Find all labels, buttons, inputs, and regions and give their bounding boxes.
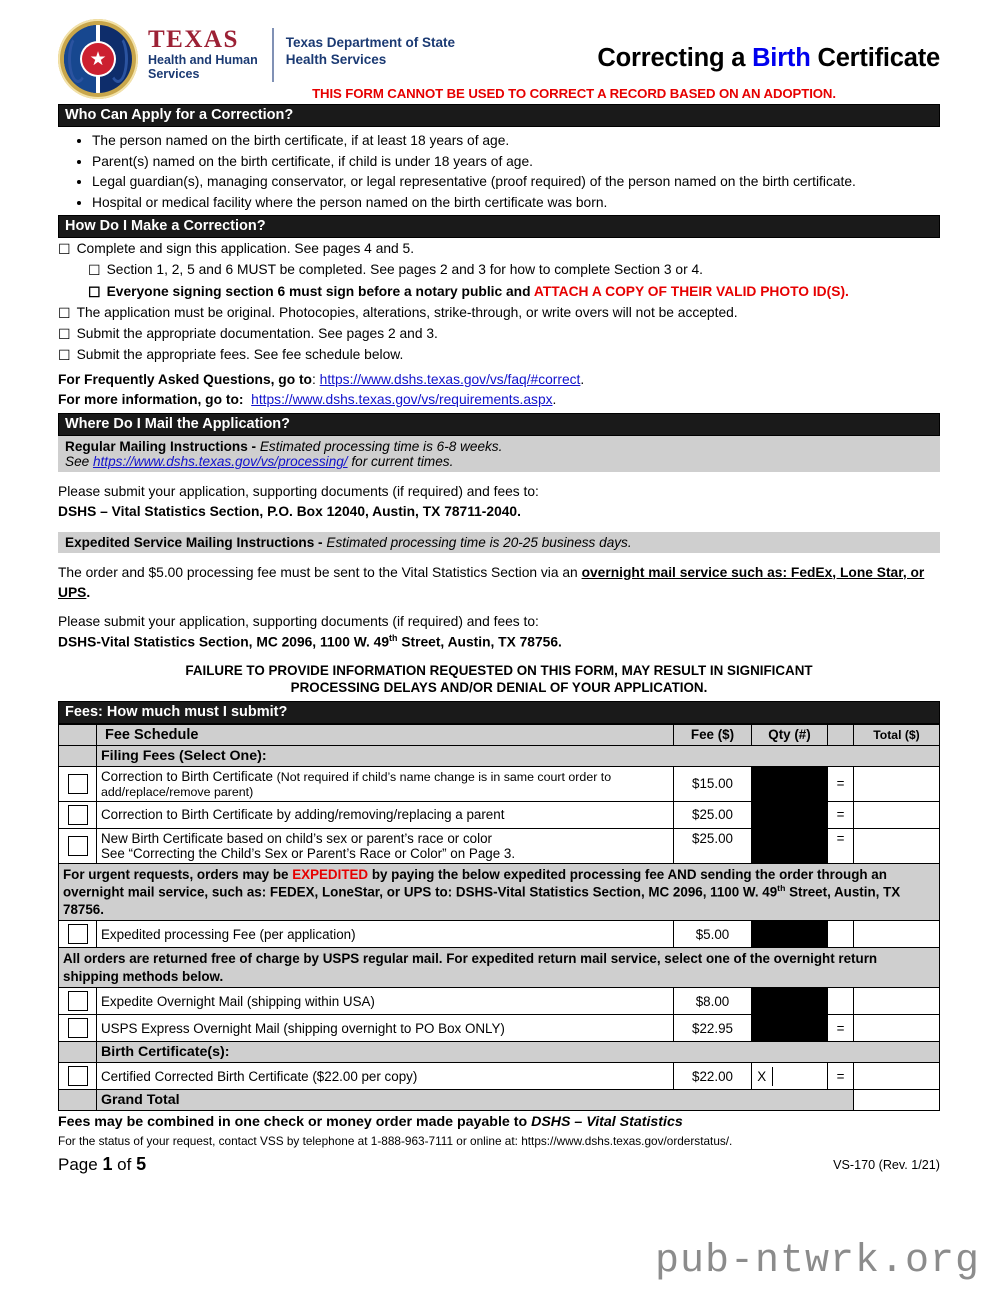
fee-amount: $5.00 bbox=[674, 921, 752, 948]
form-revision: VS-170 (Rev. 1/21) bbox=[833, 1158, 940, 1173]
see-word: See bbox=[65, 453, 93, 469]
checkbox-cell[interactable] bbox=[59, 1015, 97, 1042]
header-checkbox-col bbox=[59, 724, 97, 745]
total-input-cell[interactable] bbox=[854, 921, 940, 948]
equals-sign: = bbox=[828, 801, 854, 828]
fee-desc-note: See “Correcting the Child’s Sex or Parent’s Race or Color” on Page 3. bbox=[101, 845, 516, 861]
table-row bbox=[59, 801, 940, 828]
dept-line1: Texas Department of State bbox=[285, 35, 456, 50]
fee-description bbox=[97, 828, 674, 863]
payment-note bbox=[58, 1114, 940, 1130]
faq-label: For Frequently Asked Questions, go to bbox=[58, 372, 312, 388]
expedited-mailing-block bbox=[58, 532, 940, 553]
checkbox-cell[interactable] bbox=[59, 766, 97, 801]
instruction-text: The application must be original. Photocopies, alterations, strike-through, or write overs will not be accepted. bbox=[76, 304, 738, 320]
qty-cell-blocked bbox=[752, 988, 828, 1015]
fee-checkbox-certified-copy[interactable] bbox=[68, 1066, 88, 1086]
checkbox-cell[interactable] bbox=[59, 828, 97, 863]
checkbox-icon: ☐ bbox=[58, 304, 71, 321]
brand-texas: TEXAS bbox=[148, 26, 239, 53]
overnight-order-line bbox=[58, 563, 940, 603]
subheader-spacer bbox=[59, 1042, 97, 1063]
order-pre: The order and $5.00 processing fee must be sent to the Vital Statistics Section via an bbox=[58, 564, 582, 580]
total-input-cell[interactable] bbox=[854, 766, 940, 801]
page-current: 1 bbox=[102, 1154, 113, 1175]
star-icon: ★ bbox=[89, 48, 107, 70]
table-header-row bbox=[59, 724, 940, 745]
section-heading-who-can-apply: Who Can Apply for a Correction? bbox=[58, 104, 940, 127]
section-heading-how-do-i: How Do I Make a Correction? bbox=[58, 215, 940, 238]
fee-schedule-table bbox=[58, 724, 940, 1112]
list-item: • The person named on the birth certificate, if at least 18 years of age. bbox=[92, 131, 940, 151]
instruction-item-4 bbox=[58, 345, 940, 365]
expedited-mailing-time: Estimated processing time is 20-25 business days. bbox=[326, 534, 632, 550]
fee-desc-main: Correction to Birth Certificate bbox=[101, 768, 277, 784]
instruction-text: Submit the appropriate documentation. See pages 2 and 3. bbox=[76, 325, 438, 341]
checkbox-cell[interactable] bbox=[59, 1063, 97, 1090]
see-tail: for current times. bbox=[347, 453, 454, 469]
fee-checkbox-new-certificate-25[interactable] bbox=[68, 836, 88, 856]
urgent-expedited-word: EXPEDITED bbox=[292, 866, 369, 882]
qty-cell-blocked bbox=[752, 766, 828, 801]
instruction-item-1 bbox=[58, 239, 940, 259]
fee-description: Expedited processing Fee (per application) bbox=[97, 921, 674, 948]
table-row bbox=[59, 766, 940, 801]
dept-block bbox=[286, 22, 455, 69]
equals-sign: = bbox=[828, 828, 854, 863]
equals-sign: = bbox=[828, 766, 854, 801]
list-item: • Parent(s) named on the birth certificate, if child is under 18 years of age. bbox=[92, 152, 940, 172]
urgent-tail: Street, Austin, TX 78756. bbox=[63, 884, 901, 917]
checkbox-cell[interactable] bbox=[59, 801, 97, 828]
fee-checkbox-usps-express[interactable] bbox=[68, 1018, 88, 1038]
table-row bbox=[59, 828, 940, 863]
urgent-sup: th bbox=[777, 882, 786, 893]
grand-total-input-cell[interactable] bbox=[854, 1090, 940, 1111]
failure-notice-line2: PROCESSING DELAYS AND/OR DENIAL OF YOUR APPLICATION. bbox=[290, 680, 708, 696]
brand-hhs-line2: Services bbox=[148, 67, 200, 81]
header-total: Total ($) bbox=[854, 724, 940, 745]
filing-fees-header: Filing Fees (Select One): bbox=[97, 745, 940, 766]
return-mail-notice-row bbox=[59, 948, 940, 988]
instruction-text: Submit the appropriate fees. See fee schedule below. bbox=[76, 347, 404, 363]
total-input-cell[interactable] bbox=[854, 1015, 940, 1042]
expedited-address-post: Street, Austin, TX 78756. bbox=[397, 634, 562, 650]
total-input-cell[interactable] bbox=[854, 828, 940, 863]
qty-cell-blocked bbox=[752, 1015, 828, 1042]
faq-line: For Frequently Asked Questions, go to: https://www.dshs.texas.gov/vs/faq/#correct. bbox=[58, 372, 585, 388]
page-mid: of bbox=[112, 1155, 137, 1175]
fee-amount: $25.00 bbox=[674, 801, 752, 828]
subheader-spacer bbox=[59, 745, 97, 766]
page-footer bbox=[58, 1154, 940, 1175]
table-row bbox=[59, 988, 940, 1015]
fee-desc-small: (Not required if child’s name change is in same court order to add/replace/remove parent) bbox=[101, 769, 612, 799]
equals-sign: = bbox=[828, 1015, 854, 1042]
failure-notice-line1: FAILURE TO PROVIDE INFORMATION REQUESTED ON THIS FORM, MAY RESULT IN SIGNIFICANT bbox=[185, 662, 813, 678]
instruction-item-3 bbox=[58, 324, 940, 344]
fee-description: Certified Corrected Birth Certificate ($22.00 per copy) bbox=[97, 1063, 674, 1090]
qty-multiply-symbol: X bbox=[752, 1067, 772, 1086]
expedited-address bbox=[58, 632, 940, 652]
table-row bbox=[59, 1015, 940, 1042]
grand-total-spacer bbox=[59, 1090, 97, 1111]
expedited-address-pre: DSHS-Vital Statistics Section, MC 2096, 1100 W. 49 bbox=[58, 634, 390, 650]
adoption-warning: THIS FORM CANNOT BE USED TO CORRECT A RECORD BASED ON AN ADOPTION. bbox=[312, 86, 836, 101]
regular-mailing-label: Regular Mailing Instructions - bbox=[65, 438, 260, 454]
who-can-apply-list bbox=[58, 131, 940, 212]
header-eq bbox=[828, 724, 854, 745]
fee-description: Correction to Birth Certificate by adding/removing/replacing a parent bbox=[97, 801, 674, 828]
instruction-text-black: Everyone signing section 6 must sign before a notary public and bbox=[106, 283, 534, 299]
pay-payee: DSHS – Vital Statistics bbox=[531, 1114, 683, 1131]
fee-checkbox-correction-15[interactable] bbox=[68, 774, 88, 794]
expedited-mailing-label: Expedited Service Mailing Instructions - bbox=[65, 534, 327, 550]
processing-link[interactable]: https://www.dshs.texas.gov/vs/processing/ bbox=[92, 453, 348, 469]
instruction-item-2 bbox=[58, 303, 940, 323]
list-item: • Hospital or medical facility where the person named on the birth certificate was born. bbox=[92, 193, 940, 213]
checkbox-cell[interactable] bbox=[59, 921, 97, 948]
grand-total-row bbox=[59, 1090, 940, 1111]
texas-hhs-seal-icon bbox=[58, 19, 138, 99]
dept-line2: Health Services bbox=[285, 52, 387, 68]
urgent-notice bbox=[59, 863, 940, 921]
info-link[interactable]: https://www.dshs.texas.gov/vs/requirements.aspx bbox=[251, 392, 553, 408]
qty-cell-blocked bbox=[752, 801, 828, 828]
regular-mailing-time: Estimated processing time is 6-8 weeks. bbox=[259, 438, 503, 454]
faq-link[interactable]: https://www.dshs.texas.gov/vs/faq/#correct bbox=[319, 372, 581, 388]
total-input-cell[interactable] bbox=[854, 1063, 940, 1090]
info-label: For more information, go to: bbox=[58, 392, 244, 408]
urgent-pre: For urgent requests, orders may be bbox=[63, 866, 293, 882]
qty-input-cell[interactable] bbox=[772, 1067, 827, 1086]
checkbox-cell[interactable] bbox=[59, 988, 97, 1015]
submit-line-regular: Please submit your application, supporting documents (if required) and fees to: bbox=[58, 483, 539, 499]
brand-block bbox=[148, 22, 258, 81]
order-underline: overnight mail service such as: FedEx, Lone Star, or UPS bbox=[58, 564, 925, 600]
faq-sep: : bbox=[312, 372, 320, 388]
instruction-text-red: ATTACH A COPY OF THEIR VALID PHOTO ID(S). bbox=[533, 283, 849, 299]
section-heading-fees: Fees: How much must I submit? bbox=[58, 701, 940, 724]
equals-sign: = bbox=[828, 1063, 854, 1090]
title-pre: Correcting a bbox=[597, 44, 753, 72]
brand-hhs-line1: Health and Human bbox=[148, 53, 258, 67]
submit-line-expedited: Please submit your application, supporting documents (if required) and fees to: bbox=[58, 614, 539, 630]
page-number bbox=[58, 1154, 146, 1175]
fee-checkbox-expedited-processing[interactable] bbox=[68, 924, 88, 944]
header-fee-schedule: Fee Schedule bbox=[97, 724, 674, 745]
urgent-notice-row bbox=[59, 863, 940, 921]
title-post: Certificate bbox=[810, 44, 940, 72]
document-header bbox=[58, 0, 940, 84]
info-line: For more information, go to: https://www.dshs.texas.gov/vs/requirements.aspx. bbox=[58, 392, 557, 408]
expedited-address-sup: th bbox=[389, 633, 398, 644]
fee-amount: $22.95 bbox=[674, 1015, 752, 1042]
birth-certificate-header: Birth Certificate(s): bbox=[97, 1042, 940, 1063]
fee-description bbox=[97, 766, 674, 801]
instruction-item-1a bbox=[58, 260, 940, 280]
fee-description: Expedite Overnight Mail (shipping within USA) bbox=[97, 988, 674, 1015]
table-row bbox=[59, 1063, 940, 1090]
instruction-text bbox=[107, 282, 849, 302]
checkbox-icon: ☐ bbox=[58, 325, 71, 342]
status-note: For the status of your request, contact VSS by telephone at 1-888-963-7111 or online at: https://www.dshs.texas.gov/orderstatus/. bbox=[58, 1134, 733, 1149]
watermark: pub-ntwrk.org bbox=[654, 1239, 980, 1284]
header-divider bbox=[272, 28, 274, 82]
instruction-item-1b bbox=[58, 282, 940, 302]
qty-cell-blocked bbox=[752, 921, 828, 948]
failure-notice bbox=[58, 662, 940, 697]
fee-description: USPS Express Overnight Mail (shipping overnight to PO Box ONLY) bbox=[97, 1015, 674, 1042]
total-input-cell[interactable] bbox=[854, 801, 940, 828]
page-pre: Page bbox=[58, 1155, 103, 1175]
checkbox-icon: ☐ bbox=[88, 283, 101, 300]
birth-certificate-subheader-row bbox=[59, 1042, 940, 1063]
filing-fees-subheader-row bbox=[59, 745, 940, 766]
order-post: . bbox=[86, 584, 91, 600]
title-highlight: Birth bbox=[752, 44, 811, 72]
total-input-cell[interactable] bbox=[854, 988, 940, 1015]
fee-amount: $22.00 bbox=[674, 1063, 752, 1090]
header-fee: Fee ($) bbox=[674, 724, 752, 745]
grand-total-label: Grand Total bbox=[97, 1090, 854, 1111]
urgent-post: by paying the below expedited processing fee AND sending the order through an overnight mail service, such as: FEDEX, LoneStar, or UPS to: DSHS-Vital Statistics Section, MC 2096, 1100 W. 49 bbox=[63, 866, 887, 900]
fee-desc-main: New Birth Certificate based on child’s sex or parent’s race or color bbox=[101, 830, 492, 846]
regular-mailing-block bbox=[58, 436, 940, 472]
table-row bbox=[59, 921, 940, 948]
list-item: • Legal guardian(s), managing conservator, or legal representative (proof required) of the person named on the birth certificate. bbox=[92, 172, 940, 192]
qty-cell-blocked bbox=[752, 828, 828, 863]
section-heading-where-mail: Where Do I Mail the Application? bbox=[58, 413, 940, 436]
instruction-text: Section 1, 2, 5 and 6 MUST be completed. See pages 2 and 3 for how to complete Section 3 or 4. bbox=[106, 262, 704, 278]
checkbox-icon: ☐ bbox=[58, 347, 71, 364]
checkbox-icon: ☐ bbox=[88, 262, 101, 279]
equals-sign bbox=[828, 988, 854, 1015]
checkbox-icon: ☐ bbox=[58, 241, 71, 258]
header-qty: Qty (#) bbox=[752, 724, 828, 745]
page-total: 5 bbox=[136, 1154, 147, 1175]
pay-pre: Fees may be combined in one check or money order made payable to bbox=[58, 1114, 532, 1131]
instruction-text: Complete and sign this application. See pages 4 and 5. bbox=[76, 241, 415, 257]
return-mail-notice: All orders are returned free of charge by USPS regular mail. For expedited return mail service, select one of the overnight return shipping methods below. bbox=[59, 948, 940, 988]
page-title bbox=[455, 22, 940, 73]
fee-amount: $8.00 bbox=[674, 988, 752, 1015]
qty-cell[interactable] bbox=[752, 1063, 828, 1090]
fee-checkbox-correction-parent-25[interactable] bbox=[68, 805, 88, 825]
fee-amount: $25.00 bbox=[674, 828, 752, 863]
fee-checkbox-expedite-overnight[interactable] bbox=[68, 991, 88, 1011]
regular-address: DSHS – Vital Statistics Section, P.O. Box 12040, Austin, TX 78711-2040. bbox=[58, 503, 521, 519]
fee-amount: $15.00 bbox=[674, 766, 752, 801]
equals-sign bbox=[828, 921, 854, 948]
